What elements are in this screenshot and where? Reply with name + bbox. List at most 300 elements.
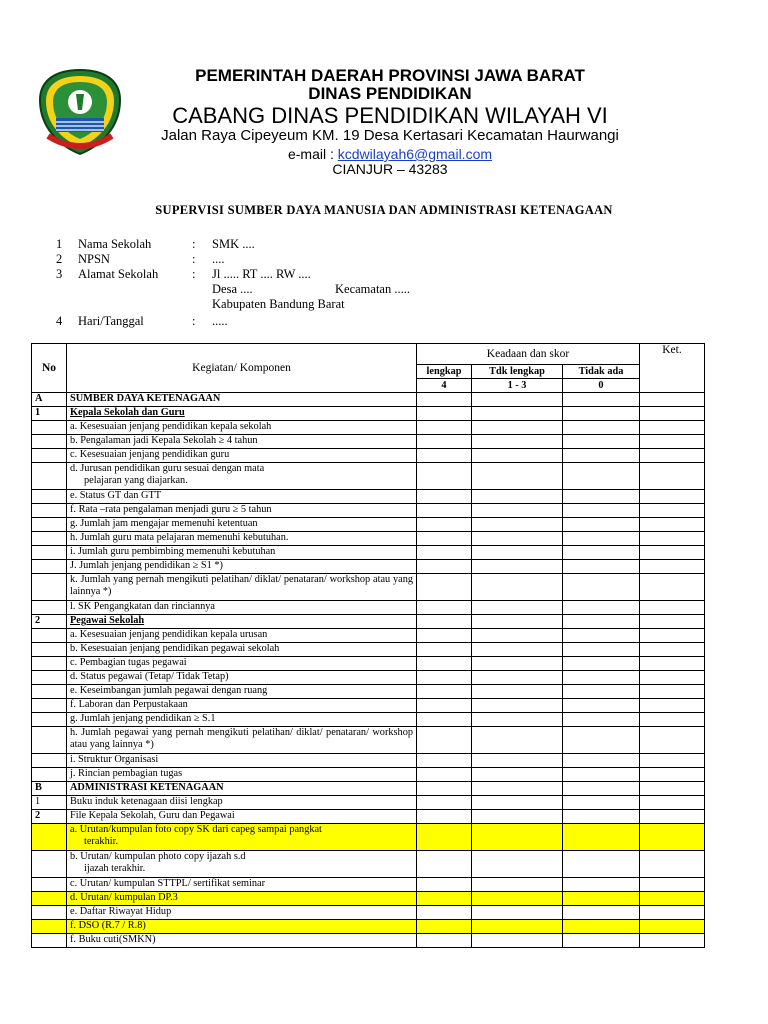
letterhead-line3: CABANG DINAS PENDIDIKAN WILAYAH VI [172, 103, 608, 128]
row-component-text [67, 518, 417, 532]
component-label: f. Laboran dan Perpustakaan [70, 699, 188, 710]
score-lengkap-cell[interactable] [417, 407, 472, 421]
score-tdk-lengkap-cell[interactable] [472, 643, 563, 657]
ket-cell[interactable] [640, 713, 705, 727]
ket-cell[interactable] [640, 421, 705, 435]
row-number [32, 574, 67, 601]
score-tidak-ada-cell[interactable] [563, 782, 640, 796]
score-tidak-ada-cell[interactable] [563, 393, 640, 407]
row-component-text [67, 449, 417, 463]
row-component-text [67, 685, 417, 699]
score-tidak-ada-cell[interactable] [563, 421, 640, 435]
score-tidak-ada-cell[interactable] [563, 532, 640, 546]
row-number [32, 699, 67, 713]
info-colon-4: : [192, 314, 196, 328]
row-number [32, 851, 67, 878]
score-tidak-ada-cell[interactable] [563, 657, 640, 671]
row-component-text [67, 657, 417, 671]
score-lengkap-cell[interactable] [417, 878, 472, 892]
score-tdk-lengkap-cell[interactable] [472, 796, 563, 810]
row-component-text [67, 490, 417, 504]
ket-cell[interactable] [640, 615, 705, 629]
score-tdk-lengkap: 1 - 3 [472, 379, 563, 393]
score-lengkap-cell[interactable] [417, 435, 472, 449]
score-tdk-lengkap-cell[interactable] [472, 407, 563, 421]
score-tdk-lengkap-cell[interactable] [472, 892, 563, 906]
ket-cell[interactable] [640, 574, 705, 601]
letterhead-line2: DINAS PENDIDIKAN [308, 84, 472, 103]
row-number [32, 824, 67, 851]
component-label: d. Status pegawai (Tetap/ Tidak Tetap) [70, 671, 229, 682]
table-row [32, 449, 705, 463]
ket-cell[interactable] [640, 560, 705, 574]
score-tdk-lengkap-cell[interactable] [472, 518, 563, 532]
header-lengkap: lengkap [417, 365, 472, 379]
score-tidak-ada-cell[interactable] [563, 629, 640, 643]
row-number: 1 [32, 407, 67, 421]
row-number [32, 754, 67, 768]
info-num-3: 3 [56, 267, 63, 281]
score-tdk-lengkap-cell[interactable] [472, 560, 563, 574]
table-row [32, 782, 705, 796]
row-number [32, 490, 67, 504]
row-component-text [67, 906, 417, 920]
score-tidak-ada-cell[interactable] [563, 615, 640, 629]
ket-cell[interactable] [640, 878, 705, 892]
row-number [32, 920, 67, 934]
row-number [32, 518, 67, 532]
score-lengkap-cell[interactable] [417, 393, 472, 407]
score-tdk-lengkap-cell[interactable] [472, 601, 563, 615]
score-lengkap-cell[interactable] [417, 920, 472, 934]
header-no: No [32, 344, 67, 393]
info-value-alamat: Jl ..... RT .... RW .... [212, 267, 311, 281]
score-tdk-lengkap-cell[interactable] [472, 934, 563, 948]
row-component-text [67, 713, 417, 727]
row-component-text [67, 546, 417, 560]
ket-cell[interactable] [640, 810, 705, 824]
component-label: Kepala Sekolah dan Guru [70, 407, 185, 418]
letterhead-city: CIANJUR – 43283 [332, 161, 448, 177]
score-lengkap-cell[interactable] [417, 574, 472, 601]
component-label-continuation: ijazah terakhir. [84, 863, 146, 874]
score-lengkap-cell[interactable] [417, 671, 472, 685]
score-tidak-ada-cell[interactable] [563, 824, 640, 851]
score-lengkap-cell[interactable] [417, 657, 472, 671]
ket-cell[interactable] [640, 727, 705, 754]
header-keadaan: Keadaan dan skor [417, 344, 640, 365]
row-number [32, 657, 67, 671]
score-tidak-ada-cell[interactable] [563, 546, 640, 560]
row-number [32, 892, 67, 906]
component-label: a. Urutan/kumpulan foto copy SK dari capeg sampai pangkat [70, 824, 322, 835]
score-lengkap-cell[interactable] [417, 713, 472, 727]
row-number: 2 [32, 810, 67, 824]
ket-cell[interactable] [640, 532, 705, 546]
row-number [32, 768, 67, 782]
row-component-text [67, 851, 417, 878]
letterhead-email-line [140, 146, 640, 162]
score-lengkap-cell[interactable] [417, 892, 472, 906]
score-lengkap-cell[interactable] [417, 546, 472, 560]
component-label: g. Jumlah jam mengajar memenuhi ketentuan [70, 518, 258, 529]
ket-cell[interactable] [640, 796, 705, 810]
table-row [32, 713, 705, 727]
score-lengkap-cell[interactable] [417, 615, 472, 629]
score-tdk-lengkap-cell[interactable] [472, 824, 563, 851]
row-number [32, 532, 67, 546]
row-number: 1 [32, 796, 67, 810]
info-value-npsn: .... [212, 252, 225, 266]
component-label: b. Urutan/ kumpulan photo copy ijazah s.d [70, 851, 246, 862]
component-label: e. Status GT dan GTT [70, 490, 162, 501]
score-tidak-ada-cell[interactable] [563, 435, 640, 449]
score-tidak-ada-cell[interactable] [563, 934, 640, 948]
score-tdk-lengkap-cell[interactable] [472, 671, 563, 685]
component-label: h. Jumlah pegawai yang pernah mengikuti pelatihan/ diklat/ penataran/ workshop atau yang lainnya *) [70, 727, 413, 750]
row-number [32, 463, 67, 490]
score-tidak-ada-cell[interactable] [563, 713, 640, 727]
row-number [32, 878, 67, 892]
table-row [32, 629, 705, 643]
row-component-text [67, 393, 417, 407]
table-row [32, 615, 705, 629]
table-row [32, 851, 705, 878]
score-lengkap-cell[interactable] [417, 490, 472, 504]
score-lengkap-cell[interactable] [417, 754, 472, 768]
info-label-nama-sekolah: Nama Sekolah [78, 237, 152, 251]
row-component-text [67, 435, 417, 449]
component-label: b. Kesesuaian jenjang pendidikan pegawai sekolah [70, 643, 280, 654]
score-lengkap-cell[interactable] [417, 934, 472, 948]
info-value-desa: Desa .... [212, 282, 253, 296]
score-lengkap-cell[interactable] [417, 699, 472, 713]
row-number [32, 727, 67, 754]
score-tidak-ada-cell[interactable] [563, 463, 640, 490]
table-row [32, 421, 705, 435]
ket-cell[interactable] [640, 490, 705, 504]
row-number [32, 504, 67, 518]
component-label: j. Rincian pembagian tugas [70, 768, 183, 779]
component-label: f. Rata –rata pengalaman menjadi guru ≥ 5 tahun [70, 504, 272, 515]
component-label: Pegawai Sekolah [70, 615, 145, 626]
row-component-text [67, 615, 417, 629]
score-tidak-ada-cell[interactable] [563, 920, 640, 934]
score-tdk-lengkap-cell[interactable] [472, 435, 563, 449]
score-lengkap-cell[interactable] [417, 782, 472, 796]
component-label-continuation: terakhir. [84, 836, 119, 847]
row-number [32, 435, 67, 449]
row-component-text [67, 768, 417, 782]
ket-cell[interactable] [640, 754, 705, 768]
score-tidak-ada-cell[interactable] [563, 685, 640, 699]
table-row [32, 518, 705, 532]
table-row [32, 920, 705, 934]
row-component-text [67, 796, 417, 810]
score-lengkap-cell[interactable] [417, 532, 472, 546]
score-tidak-ada-cell[interactable] [563, 906, 640, 920]
header-tidak-ada: Tidak ada [563, 365, 640, 379]
ket-cell[interactable] [640, 393, 705, 407]
jawa-barat-emblem-logo [34, 66, 126, 158]
row-component-text [67, 892, 417, 906]
score-tidak-ada-cell[interactable] [563, 754, 640, 768]
score-tidak-ada-cell[interactable] [563, 560, 640, 574]
row-number: A [32, 393, 67, 407]
ket-cell[interactable] [640, 934, 705, 948]
ket-cell[interactable] [640, 851, 705, 878]
table-row [32, 796, 705, 810]
header-tdk-lengkap: Tdk lengkap [472, 365, 563, 379]
score-tidak-ada-cell[interactable] [563, 796, 640, 810]
info-colon-2: : [192, 252, 196, 266]
score-tdk-lengkap-cell[interactable] [472, 546, 563, 560]
score-tdk-lengkap-cell[interactable] [472, 504, 563, 518]
component-label-continuation: pelajaran yang diajarkan. [84, 475, 188, 486]
table-row [32, 643, 705, 657]
row-component-text [67, 934, 417, 948]
ket-cell[interactable] [640, 657, 705, 671]
score-lengkap-cell[interactable] [417, 685, 472, 699]
table-row [32, 906, 705, 920]
info-num-4: 4 [56, 314, 63, 328]
score-lengkap-cell[interactable] [417, 768, 472, 782]
ket-cell[interactable] [640, 920, 705, 934]
info-label-alamat: Alamat Sekolah [78, 267, 159, 281]
info-num-1: 1 [56, 237, 63, 251]
row-component-text [67, 574, 417, 601]
table-row [32, 574, 705, 601]
score-tdk-lengkap-cell[interactable] [472, 782, 563, 796]
score-tidak-ada-cell[interactable] [563, 490, 640, 504]
score-tdk-lengkap-cell[interactable] [472, 768, 563, 782]
score-tdk-lengkap-cell[interactable] [472, 449, 563, 463]
table-row [32, 824, 705, 851]
table-row [32, 810, 705, 824]
row-number [32, 906, 67, 920]
score-lengkap-cell[interactable] [417, 906, 472, 920]
supervision-table [31, 343, 705, 948]
ket-cell[interactable] [640, 699, 705, 713]
score-tidak-ada-cell[interactable] [563, 878, 640, 892]
score-tdk-lengkap-cell[interactable] [472, 490, 563, 504]
ket-cell[interactable] [640, 629, 705, 643]
row-number [32, 671, 67, 685]
score-tidak-ada-cell[interactable] [563, 574, 640, 601]
score-tdk-lengkap-cell[interactable] [472, 920, 563, 934]
info-label-npsn: NPSN [78, 252, 110, 266]
letterhead-line1: PEMERINTAH DAERAH PROVINSI JAWA BARAT [195, 66, 585, 85]
score-tdk-lengkap-cell[interactable] [472, 421, 563, 435]
score-lengkap-cell[interactable] [417, 449, 472, 463]
score-tdk-lengkap-cell[interactable] [472, 685, 563, 699]
ket-cell[interactable] [640, 407, 705, 421]
info-num-2: 2 [56, 252, 63, 266]
score-tidak-ada-cell[interactable] [563, 699, 640, 713]
ket-cell[interactable] [640, 782, 705, 796]
table-row [32, 463, 705, 490]
score-lengkap-cell[interactable] [417, 727, 472, 754]
component-label: c. Pembagian tugas pegawai [70, 657, 187, 668]
table-row [32, 657, 705, 671]
component-label: a. Kesesuaian jenjang pendidikan kepala sekolah [70, 421, 272, 432]
score-tdk-lengkap-cell[interactable] [472, 629, 563, 643]
table-row [32, 407, 705, 421]
score-tdk-lengkap-cell[interactable] [472, 532, 563, 546]
ket-cell[interactable] [640, 601, 705, 615]
component-label: e. Daftar Riwayat Hidup [70, 906, 172, 917]
row-component-text [67, 560, 417, 574]
score-lengkap-cell[interactable] [417, 463, 472, 490]
table-row [32, 546, 705, 560]
header-ket: Ket. [640, 344, 705, 393]
score-tdk-lengkap-cell[interactable] [472, 851, 563, 878]
table-row [32, 490, 705, 504]
score-tidak-ada: 0 [563, 379, 640, 393]
component-label: f. Buku cuti(SMKN) [70, 934, 156, 945]
row-component-text [67, 504, 417, 518]
score-tidak-ada-cell[interactable] [563, 671, 640, 685]
email-link[interactable]: kcdwilayah6@gmail.com [337, 146, 493, 162]
component-label: g. Jumlah jenjang pendidikan ≥ S.1 [70, 713, 216, 724]
score-tidak-ada-cell[interactable] [563, 810, 640, 824]
component-label: l. SK Pengangkatan dan rinciannya [70, 601, 215, 612]
component-label: c. Urutan/ kumpulan STTPL/ sertifikat seminar [70, 878, 266, 889]
component-label: f. DSO (R.7 / R.8) [70, 920, 146, 931]
row-number [32, 685, 67, 699]
row-number: B [32, 782, 67, 796]
score-lengkap-cell[interactable] [417, 643, 472, 657]
score-tdk-lengkap-cell[interactable] [472, 810, 563, 824]
component-label: i. Struktur Organisasi [70, 754, 159, 765]
component-label: k. Jumlah yang pernah mengikuti pelatihan/ diklat/ penataran/ workshop atau yang lainnya *) [70, 574, 413, 597]
component-label: h. Jumlah guru mata pelajaran memenuhi kebutuhan. [70, 532, 289, 543]
score-tidak-ada-cell[interactable] [563, 768, 640, 782]
score-lengkap-cell[interactable] [417, 560, 472, 574]
table-row [32, 393, 705, 407]
info-value-kecamatan: Kecamatan ..... [335, 282, 410, 296]
ket-cell[interactable] [640, 546, 705, 560]
score-tdk-lengkap-cell[interactable] [472, 615, 563, 629]
score-lengkap-cell[interactable] [417, 421, 472, 435]
score-lengkap: 4 [417, 379, 472, 393]
component-label: c. Kesesuaian jenjang pendidikan guru [70, 449, 230, 460]
info-value-hari-tanggal: ..... [212, 314, 228, 328]
score-tdk-lengkap-cell[interactable] [472, 574, 563, 601]
table-row [32, 671, 705, 685]
ket-cell[interactable] [640, 892, 705, 906]
header-kegiatan: Kegiatan/ Komponen [67, 344, 417, 393]
row-component-text [67, 421, 417, 435]
score-lengkap-cell[interactable] [417, 504, 472, 518]
row-component-text [67, 754, 417, 768]
score-lengkap-cell[interactable] [417, 629, 472, 643]
score-tidak-ada-cell[interactable] [563, 449, 640, 463]
component-label: ADMINISTRASI KETENAGAAN [70, 782, 224, 793]
score-tidak-ada-cell[interactable] [563, 601, 640, 615]
letterhead-address: Jalan Raya Cipeyeum KM. 19 Desa Kertasari Kecamatan Haurwangi [161, 127, 619, 144]
score-tdk-lengkap-cell[interactable] [472, 906, 563, 920]
score-lengkap-cell[interactable] [417, 601, 472, 615]
score-tdk-lengkap-cell[interactable] [472, 463, 563, 490]
row-component-text [67, 699, 417, 713]
table-row [32, 560, 705, 574]
ket-cell[interactable] [640, 643, 705, 657]
ket-cell[interactable] [640, 671, 705, 685]
ket-cell[interactable] [640, 504, 705, 518]
ket-cell[interactable] [640, 449, 705, 463]
component-label: d. Urutan/ kumpulan DP.3 [70, 892, 178, 903]
email-label: e-mail : [287, 146, 338, 162]
score-lengkap-cell[interactable] [417, 810, 472, 824]
score-lengkap-cell[interactable] [417, 851, 472, 878]
component-label: SUMBER DAYA KETENAGAAN [70, 393, 221, 404]
score-lengkap-cell[interactable] [417, 796, 472, 810]
table-row [32, 601, 705, 615]
score-tdk-lengkap-cell[interactable] [472, 699, 563, 713]
table-row [32, 699, 705, 713]
score-tdk-lengkap-cell[interactable] [472, 878, 563, 892]
ket-cell[interactable] [640, 435, 705, 449]
row-component-text [67, 629, 417, 643]
ket-cell[interactable] [640, 463, 705, 490]
row-number [32, 546, 67, 560]
ket-cell[interactable] [640, 906, 705, 920]
score-tdk-lengkap-cell[interactable] [472, 754, 563, 768]
table-row [32, 892, 705, 906]
row-component-text [67, 782, 417, 796]
score-tdk-lengkap-cell[interactable] [472, 713, 563, 727]
score-tdk-lengkap-cell[interactable] [472, 727, 563, 754]
ket-cell[interactable] [640, 518, 705, 532]
score-lengkap-cell[interactable] [417, 824, 472, 851]
score-tidak-ada-cell[interactable] [563, 851, 640, 878]
table-row [32, 754, 705, 768]
table-row [32, 504, 705, 518]
row-component-text [67, 810, 417, 824]
score-tidak-ada-cell[interactable] [563, 727, 640, 754]
score-tidak-ada-cell[interactable] [563, 518, 640, 532]
score-tidak-ada-cell[interactable] [563, 892, 640, 906]
row-number [32, 601, 67, 615]
row-number [32, 713, 67, 727]
row-number [32, 643, 67, 657]
info-value-kabupaten: Kabupaten Bandung Barat [212, 297, 345, 311]
component-label: Buku induk ketenagaan diisi lengkap [70, 796, 223, 807]
ket-cell[interactable] [640, 685, 705, 699]
ket-cell[interactable] [640, 768, 705, 782]
component-label: b. Pengalaman jadi Kepala Sekolah ≥ 4 tahun [70, 435, 258, 446]
row-component-text [67, 407, 417, 421]
score-tdk-lengkap-cell[interactable] [472, 657, 563, 671]
row-component-text [67, 824, 417, 851]
score-tidak-ada-cell[interactable] [563, 407, 640, 421]
row-number: 2 [32, 615, 67, 629]
score-tidak-ada-cell[interactable] [563, 643, 640, 657]
score-lengkap-cell[interactable] [417, 518, 472, 532]
row-number [32, 449, 67, 463]
component-label: d. Jurusan pendidikan guru sesuai dengan mata [70, 463, 265, 474]
table-row [32, 532, 705, 546]
component-label: e. Keseimbangan jumlah pegawai dengan ruang [70, 685, 268, 696]
score-tidak-ada-cell[interactable] [563, 504, 640, 518]
score-tdk-lengkap-cell[interactable] [472, 393, 563, 407]
row-component-text [67, 727, 417, 754]
row-component-text [67, 643, 417, 657]
info-colon-3: : [192, 267, 196, 281]
ket-cell[interactable] [640, 824, 705, 851]
table-row [32, 878, 705, 892]
